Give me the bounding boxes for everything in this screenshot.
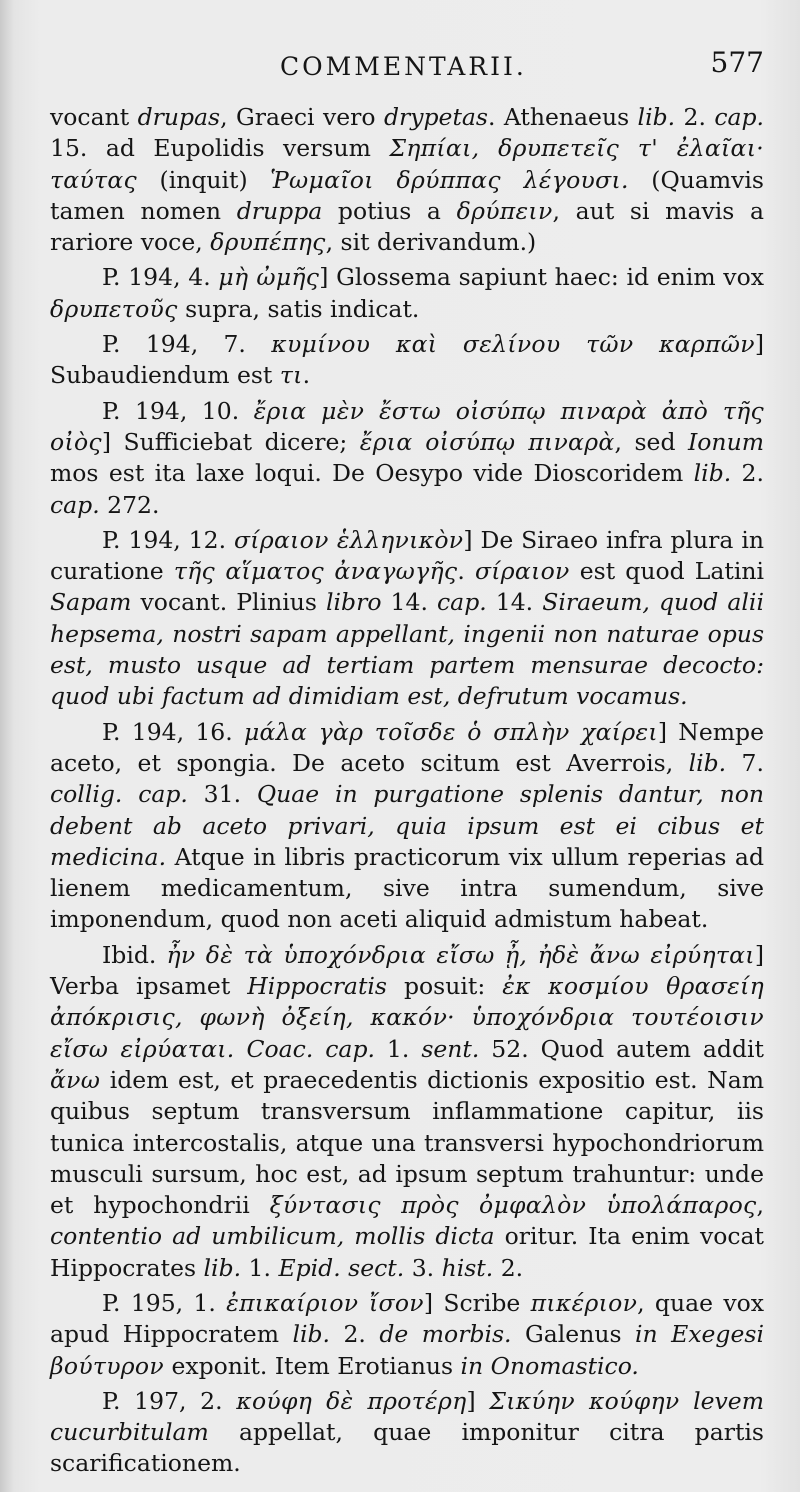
text-run: (inquit)	[137, 165, 271, 194]
text-run	[235, 1035, 247, 1063]
text-run: , sit derivandum.)	[325, 228, 537, 257]
text-run: mos est ita laxe loqui. De Oesypo vide Dioscoridem	[50, 459, 694, 488]
italic-text: lib.	[637, 103, 676, 131]
greek-text: ἐκ κοσμίου θρασείη ἀπόκρισις, φωνὴ ὀξείη, κακόν· ὑποχόνδρια τουτέοισιν εἴσω εἰρύαται.	[50, 972, 764, 1063]
commentary-paragraph	[50, 1288, 764, 1382]
greek-text: ἐπικαίριον ἴσον	[226, 1288, 424, 1317]
italic-text: Onomastico.	[490, 1351, 639, 1380]
italic-text: lib.	[203, 1253, 242, 1282]
italic-text: contentio ad umbilicum, mollis dicta	[50, 1222, 495, 1251]
commentary-paragraph	[50, 102, 764, 258]
italic-text: hist.	[441, 1253, 494, 1282]
commentary-paragraph	[50, 525, 764, 713]
text-run: ] Verba ipsamet	[50, 940, 764, 1001]
italic-text: de morbis.	[379, 1320, 512, 1349]
greek-text: ἄνω	[50, 1065, 101, 1094]
text-run: posuit:	[386, 972, 503, 1001]
italic-text: levem cucurbitulam	[50, 1386, 764, 1447]
italic-text: cap.	[325, 1034, 375, 1063]
italic-text: collig.	[50, 780, 123, 809]
text-run	[122, 780, 138, 808]
greek-text: Ῥωμαῖοι δρύππας λέγουσι.	[270, 165, 629, 194]
text-run: 2.	[731, 459, 764, 488]
italic-text: in Exegesi	[635, 1320, 764, 1349]
text-run: 14.	[486, 588, 543, 617]
text-run: P. 194, 4.	[102, 263, 219, 292]
commentary-paragraph	[50, 262, 764, 325]
greek-text: ἦν δὲ τὰ ὑποχόνδρια εἴσω ᾖ, ἠδὲ ἄνω εἰρύηται	[166, 940, 755, 969]
italic-text: drupas	[137, 103, 221, 131]
text-run: ]	[466, 1386, 490, 1415]
italic-text: sent.	[421, 1034, 480, 1063]
greek-text: κούφη δὲ προτέρη	[236, 1386, 467, 1415]
greek-text: ἔρια μὲν ἔστω οἰσύπῳ πιναρὰ ἀπὸ τῆς οἰὸς	[50, 396, 764, 456]
italic-text: cap.	[437, 588, 487, 617]
text-run: 2.	[330, 1320, 380, 1349]
text-run: 31.	[187, 780, 257, 809]
italic-text: cap.	[138, 780, 188, 809]
greek-text: μὴ ὠμῆς	[218, 263, 320, 292]
italic-text: druppa	[236, 196, 323, 225]
text-run: ] Scribe	[423, 1288, 531, 1317]
greek-text: σίραιον	[474, 557, 570, 586]
greek-text: ξύντασις πρὸς ὀμφαλὸν ὑπολάπαρος	[269, 1191, 757, 1220]
greek-text: τῆς αἵματος ἀναγωγῆς	[173, 557, 458, 586]
italic-text: cap.	[50, 490, 100, 519]
greek-text: τι	[279, 361, 303, 390]
page-header	[50, 44, 764, 90]
text-run: 14.	[381, 588, 438, 617]
text-run: ,	[756, 1191, 764, 1220]
text-run	[679, 1387, 693, 1415]
commentary-paragraph	[50, 396, 764, 521]
italic-text: sect.	[348, 1253, 405, 1282]
greek-text: βούτυρον	[50, 1351, 164, 1380]
greek-text: δρύπειν	[456, 196, 553, 225]
text-run: P. 194, 7.	[102, 330, 272, 359]
italic-text: Sapam	[50, 588, 132, 617]
text-run: est quod Latini	[569, 557, 764, 586]
text-run: Galenus	[511, 1320, 635, 1349]
greek-text: μάλα γὰρ τοῖσδε ὁ σπλὴν χαίρει	[243, 717, 658, 746]
text-run: P. 194, 12.	[102, 525, 234, 554]
text-run: vocant. Plinius	[131, 588, 327, 617]
text-run: ] De Siraeo infra plura in curatione	[50, 525, 764, 586]
text-run: idem est, et praecedentis dictionis expositio est. Nam quibus septum transversum inflammatione capitur, iis tunica intercostalis, atque una transversi hypochondriorum musculi sursum, hoc est, ad ipsum septum trahuntur: unde et hypochondrii	[50, 1065, 764, 1220]
page-number: 577	[710, 46, 764, 79]
text-run: appellat, quae imponitur citra partis scarificationem.	[50, 1418, 764, 1478]
text-run: Atque in libris practicorum vix ullum reperias ad lienem medicamentum, sive intra sumendum, sive imponendum, quod non aceti aliquid admistum habeat.	[50, 842, 764, 934]
greek-text: σίραιον ἑλληνικὸν	[233, 525, 464, 554]
greek-text: πικέριον	[530, 1288, 638, 1317]
text-run: 15. ad Eupolidis versum	[50, 134, 390, 163]
text-run: supra, satis indicat.	[177, 294, 420, 323]
text-run: ] Sufficiebat dicere;	[101, 427, 360, 456]
text-run: vocant	[50, 103, 138, 131]
text-run: , quae vox apud Hippocratem	[50, 1288, 764, 1349]
text-run: 1.	[374, 1034, 422, 1063]
italic-text: cap.	[714, 103, 764, 131]
commentary-body	[50, 102, 764, 1480]
text-run: 52. Quod autem addit	[479, 1034, 764, 1063]
text-run: 7.	[726, 748, 764, 777]
text-run: ] Subaudiendum est	[50, 330, 764, 390]
italic-text: Ionum	[688, 427, 764, 456]
italic-text: Hippocratis	[247, 972, 387, 1001]
text-run: .	[457, 557, 475, 586]
text-run: 272.	[99, 490, 160, 519]
text-run	[313, 1035, 325, 1063]
italic-text: Quae in purgatione splenis dantur, non debent ab aceto privari, quia ipsum est ei cibus et medicina.	[50, 780, 764, 871]
commentary-paragraph	[50, 940, 764, 1284]
text-run: 3.	[404, 1253, 442, 1282]
italic-text: lib.	[688, 748, 727, 777]
text-run: 2.	[675, 103, 715, 131]
text-run: . Athenaeus	[487, 103, 638, 131]
text-run: ] Nempe aceto, et spongia. De aceto scitum est Averrois,	[50, 717, 764, 777]
italic-text: Coac.	[246, 1034, 314, 1063]
text-run	[483, 1352, 490, 1380]
text-run: potius a	[322, 196, 457, 225]
commentary-paragraph	[50, 717, 764, 936]
text-run: exponit. Item Erotianus	[163, 1351, 461, 1380]
greek-text: κυμίνου καὶ σελίνου τῶν καρπῶν	[271, 330, 755, 359]
greek-text: Σηπίαι, δρυπετεῖς τ' ἐλαῖαι· ταύτας	[50, 134, 764, 194]
commentary-paragraph	[50, 329, 764, 392]
text-run: , aut si mavis a rariore voce,	[50, 196, 764, 257]
text-run: Ibid.	[102, 940, 167, 969]
italic-text: in	[460, 1351, 484, 1380]
italic-text: drypetas	[383, 103, 488, 131]
text-run: , sed	[614, 427, 688, 456]
text-run: 1.	[241, 1253, 279, 1282]
running-head: COMMENTARII.	[280, 52, 527, 81]
text-run: P. 197, 2.	[102, 1386, 237, 1415]
text-run: P. 195, 1.	[102, 1288, 227, 1317]
text-run: .	[302, 361, 311, 390]
greek-text: δρυπετοῦς	[50, 294, 178, 323]
greek-text: ἔρια οἰσύπῳ πιναρὰ	[359, 427, 615, 456]
text-run: P. 194, 16.	[102, 717, 244, 746]
greek-text: Σικύην κούφην	[489, 1386, 680, 1415]
italic-text: libro	[326, 588, 382, 617]
greek-text: δρυπέπης	[210, 228, 326, 257]
text-run: 2.	[493, 1253, 524, 1282]
text-run: P. 194, 10.	[102, 396, 254, 425]
italic-text: Epid.	[278, 1253, 341, 1282]
italic-text: Siraeum, quod alii hepsema, nostri sapam appellant, ingenii non naturae opus est, musto usque ad tertiam partem mensurae decocto: quod ubi factum ad dimidiam est, defrutum vocamus.	[50, 588, 764, 711]
text-run: ] Glossema sapiunt haec: id enim vox	[319, 263, 764, 292]
commentary-paragraph	[50, 1386, 764, 1480]
text-run: (Quamvis tamen nomen	[50, 165, 764, 225]
text-run: , Graeci vero	[220, 103, 384, 131]
italic-text: lib.	[292, 1320, 330, 1349]
italic-text: lib.	[693, 459, 732, 488]
text-run: oritur. Ita enim vocat Hippocrates	[50, 1222, 764, 1282]
